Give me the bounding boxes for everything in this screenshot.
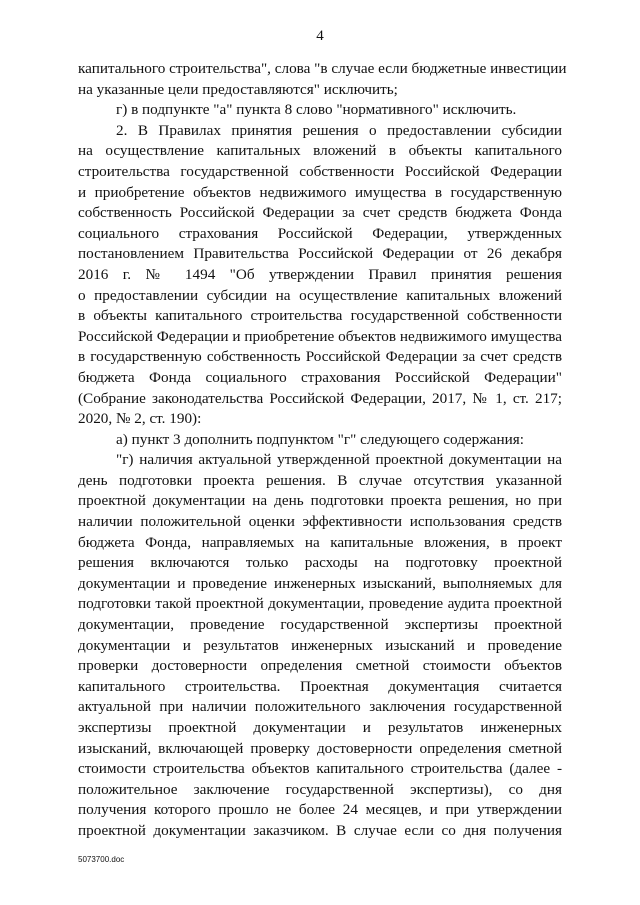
text-line: и приобретение объектов недвижимого имущества в государственную bbox=[78, 183, 562, 201]
text-line: 2016 г. № 1494 "Об утверждении Правил принятия решения bbox=[78, 265, 562, 283]
text-line: проектной документации заказчиком. В случае если со дня получения bbox=[78, 821, 562, 839]
text-line: документации и проведение инженерных изысканий, выполняемых для bbox=[78, 574, 562, 592]
text-line: экспертизы проектной документации и результатов инженерных bbox=[78, 719, 562, 736]
text-line: капитального строительства", слова "в случае если бюджетные инвестиции bbox=[78, 60, 567, 77]
text-line: на осуществление капитальных вложений в объекты капитального bbox=[78, 142, 562, 160]
text-line: г) в подпункте "а" пункта 8 слово "нормативного" исключить. bbox=[116, 101, 517, 119]
text-line: актуальной при наличии положительного заключения государственной bbox=[78, 698, 562, 716]
text-line: положительное заключение государственной экспертизы), со дня bbox=[78, 780, 562, 798]
text-line: о предоставлении субсидии на осуществление капитальных вложений bbox=[78, 286, 562, 304]
text-line: постановлением Правительства Российской Федерации от 26 декабря bbox=[78, 245, 562, 263]
text-line: документации, проведение государственной экспертизы проектной bbox=[78, 616, 562, 634]
text-line: бюджета Фонда социального страхования Российской Федерации" bbox=[78, 368, 562, 386]
page-number: 4 bbox=[316, 28, 324, 44]
text-line: документации и результатов инженерных изысканий и проведение bbox=[78, 636, 562, 654]
document-footer: 5073700.doc bbox=[78, 855, 125, 864]
document-text bbox=[78, 59, 567, 842]
text-line: изысканий, включающей проверку достоверности определения сметной bbox=[78, 739, 562, 757]
text-line: строительства государственной собственности Российской Федерации bbox=[78, 162, 562, 180]
text-line: собственность Российской Федерации за счет средств бюджета Фонда bbox=[78, 204, 562, 222]
text-line: (Собрание законодательства Российской Федерации, 2017, № 1, ст. 217; bbox=[78, 389, 562, 407]
text-line: бюджета Фонда, направляемых на капитальные вложения, в проект bbox=[78, 533, 562, 551]
text-line: на указанные цели предоставляются" исключить; bbox=[78, 80, 398, 98]
text-line: проектной документации на день подготовки проекта решения, но при bbox=[78, 492, 562, 510]
text-line: подготовки такой проектной документации, проведение аудита проектной bbox=[78, 595, 562, 613]
text-line: день подготовки проекта решения. В случае отсутствия указанной bbox=[78, 471, 562, 489]
text-line: капитального строительства. Проектная документация считается bbox=[78, 677, 562, 695]
text-line: Российской Федерации и приобретение объектов недвижимого имущества bbox=[78, 327, 562, 345]
text-line: решения включаются только расходы на подготовку проектной bbox=[78, 554, 562, 572]
text-line: получения которого прошло не более 24 месяцев, и при утверждении bbox=[78, 801, 562, 819]
text-line: социального страхования Российской Федерации, утвержденных bbox=[78, 224, 562, 242]
text-line: стоимости строительства объектов капитального строительства (далее - bbox=[78, 760, 562, 778]
text-line: 2020, № 2, ст. 190): bbox=[78, 410, 202, 428]
text-line: а) пункт 3 дополнить подпунктом "г" следующего содержания: bbox=[116, 430, 524, 448]
text-line: проверки достоверности определения сметной стоимости объектов bbox=[78, 657, 562, 675]
text-line: "г) наличия актуальной утвержденной проектной документации на bbox=[116, 451, 562, 469]
text-line: 2. В Правилах принятия решения о предоставлении субсидии bbox=[116, 121, 562, 139]
text-line: наличии положительной оценки эффективности использования средств bbox=[78, 513, 562, 531]
text-line: в государственную собственность Российской Федерации за счет средств bbox=[78, 348, 562, 366]
text-line: в объекты капитального строительства государственной собственности bbox=[78, 307, 562, 325]
